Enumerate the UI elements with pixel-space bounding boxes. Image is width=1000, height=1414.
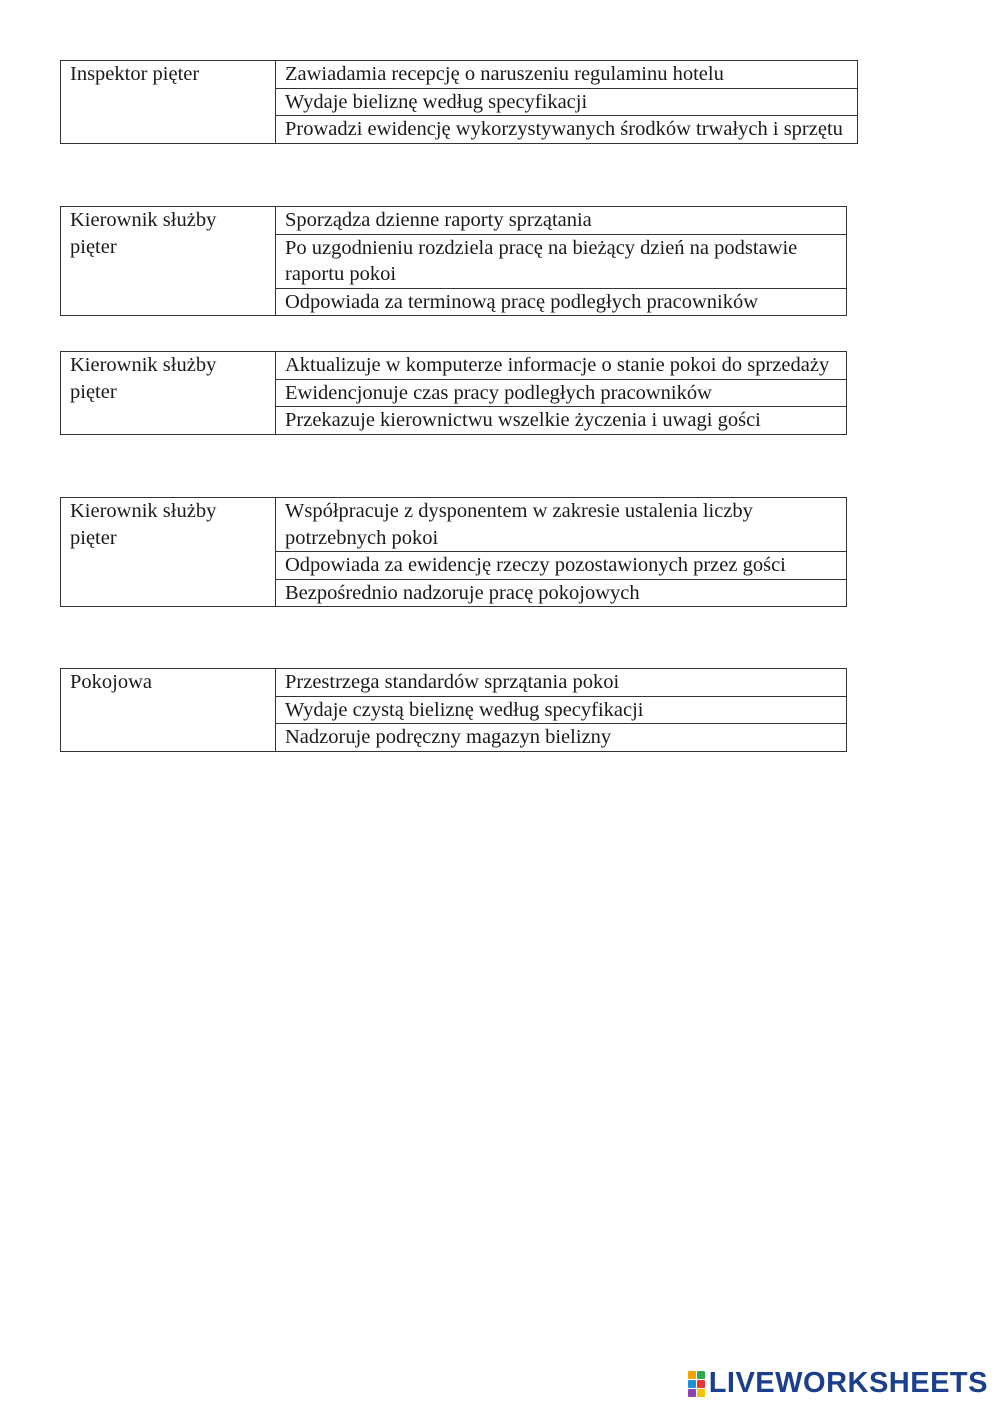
- duty-cell: Wydaje czystą bieliznę według specyfikacji: [276, 696, 847, 724]
- logo-square: [697, 1371, 705, 1379]
- duty-cell: Odpowiada za terminową pracę podległych pracowników: [276, 288, 847, 316]
- liveworksheets-logo-icon: [688, 1371, 705, 1397]
- table-row: [61, 61, 858, 89]
- table-row: [61, 498, 847, 552]
- logo-square: [697, 1389, 705, 1397]
- liveworksheets-logo: [688, 1367, 988, 1400]
- duties-table-5: [60, 668, 847, 752]
- logo-square: [697, 1380, 705, 1388]
- duty-cell: Przestrzega standardów sprzątania pokoi: [276, 669, 847, 697]
- table-row: [61, 207, 847, 235]
- duty-cell: Aktualizuje w komputerze informacje o stanie pokoi do sprzedaży: [276, 352, 847, 380]
- duties-table-4: [60, 497, 847, 607]
- duty-cell: Bezpośrednio nadzoruje pracę pokojowych: [276, 579, 847, 607]
- duty-cell: Zawiadamia recepcję o naruszeniu regulaminu hotelu: [276, 61, 858, 89]
- role-cell: Kierownik służby pięter: [61, 498, 276, 607]
- duty-cell: Nadzoruje podręczny magazyn bielizny: [276, 724, 847, 752]
- logo-text: LIVEWORKSHEETS: [708, 1367, 988, 1399]
- role-cell: Pokojowa: [61, 669, 276, 752]
- table-row: [61, 352, 847, 380]
- logo-square: [688, 1389, 696, 1397]
- duty-cell: Współpracuje z dysponentem w zakresie ustalenia liczby potrzebnych pokoi: [276, 498, 847, 552]
- duty-cell: Sporządza dzienne raporty sprzątania: [276, 207, 847, 235]
- table-row: [61, 669, 847, 697]
- logo-square: [688, 1371, 696, 1379]
- role-cell: Kierownik służby pięter: [61, 207, 276, 316]
- duty-cell: Po uzgodnieniu rozdziela pracę na bieżący dzień na podstawie raportu pokoi: [276, 234, 847, 288]
- duties-table-2: [60, 206, 847, 316]
- role-cell: Kierownik służby pięter: [61, 352, 276, 435]
- duties-table-1: [60, 60, 858, 144]
- duty-cell: Prowadzi ewidencję wykorzystywanych środków trwałych i sprzętu: [276, 116, 858, 144]
- duty-cell: Ewidencjonuje czas pracy podległych pracowników: [276, 379, 847, 407]
- duty-cell: Odpowiada za ewidencję rzeczy pozostawionych przez gości: [276, 552, 847, 580]
- role-cell: Inspektor pięter: [61, 61, 276, 144]
- duty-cell: Wydaje bieliznę według specyfikacji: [276, 88, 858, 116]
- duty-cell: Przekazuje kierownictwu wszelkie życzenia i uwagi gości: [276, 407, 847, 435]
- duties-table-3: [60, 351, 847, 435]
- logo-square: [688, 1380, 696, 1388]
